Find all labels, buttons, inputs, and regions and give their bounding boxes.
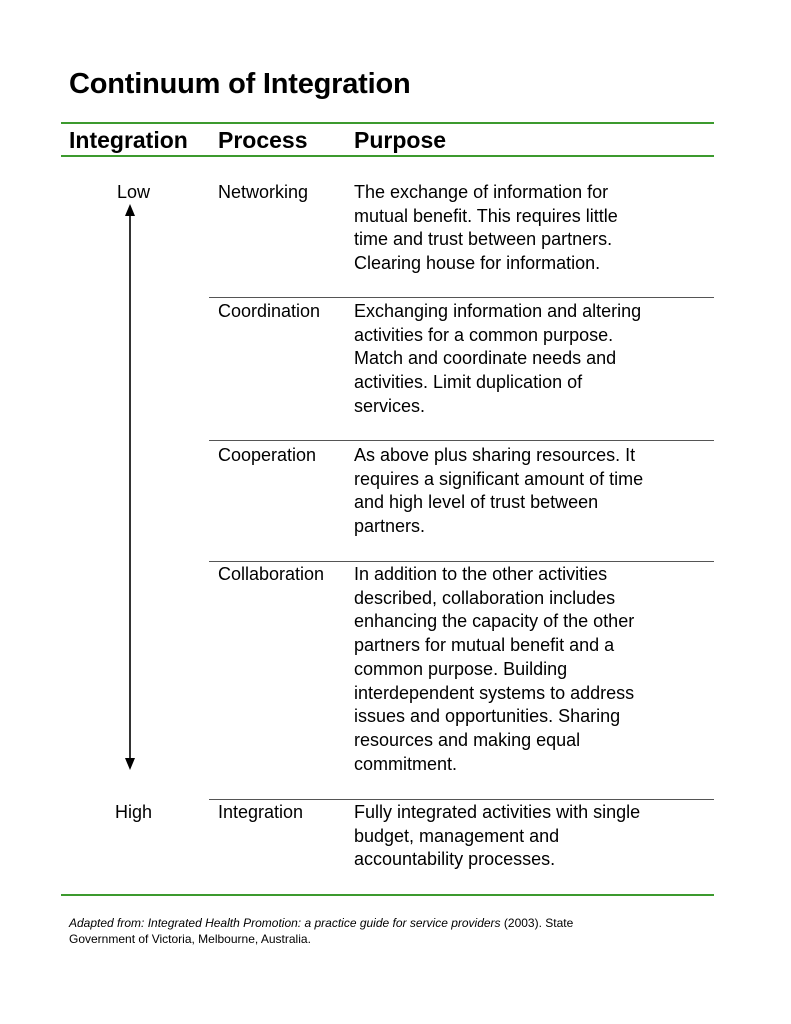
purpose-integration: Fully integrated activities with single budget, management and accountability processes. [354,802,641,870]
footnote-publisher: Government of Victoria, Melbourne, Australia. [69,932,311,946]
footnote-source-title: Adapted from: Integrated Health Promotion: a practice guide for service providers [69,916,501,930]
header-purpose: Purpose [354,127,447,153]
page-title: Continuum of Integration [69,68,411,100]
row-divider [209,799,714,800]
row-divider [209,297,714,298]
process-integration: Integration [218,802,304,822]
purpose-cooperation: As above plus sharing resources. It requires a significant amount of time and high level of trust between partners. [354,445,644,537]
header-green-rule [61,155,714,157]
process-cooperation: Cooperation [218,445,317,465]
purpose-networking: The exchange of information for mutual benefit. This requires little time and trust between partners. Clearing house for information. [354,182,618,274]
scale-high-label: High [115,802,153,822]
scale-low-label: Low [117,182,151,202]
header-process: Process [218,127,308,153]
process-coordination: Coordination [218,301,321,321]
row-divider [209,561,714,562]
top-green-rule [61,122,714,124]
process-networking: Networking [218,182,309,202]
bottom-green-rule [61,894,714,896]
double-headed-arrow-icon [121,204,139,770]
purpose-coordination: Exchanging information and altering activities for a common purpose. Match and coordinate needs and activities. Limit duplication of services. [354,301,642,416]
header-integration: Integration [69,127,188,153]
footnote-year: (2003). State [500,916,574,930]
process-collaboration: Collaboration [218,564,325,584]
row-divider [209,440,714,441]
purpose-collaboration: In addition to the other activities described, collaboration includes enhancing the capacity of the other partners for mutual benefit and a common purpose. Building interdependent systems to address issues and opportunities. Sharing resources and making equal commitment. [354,564,635,774]
source-footnote [69,915,573,947]
